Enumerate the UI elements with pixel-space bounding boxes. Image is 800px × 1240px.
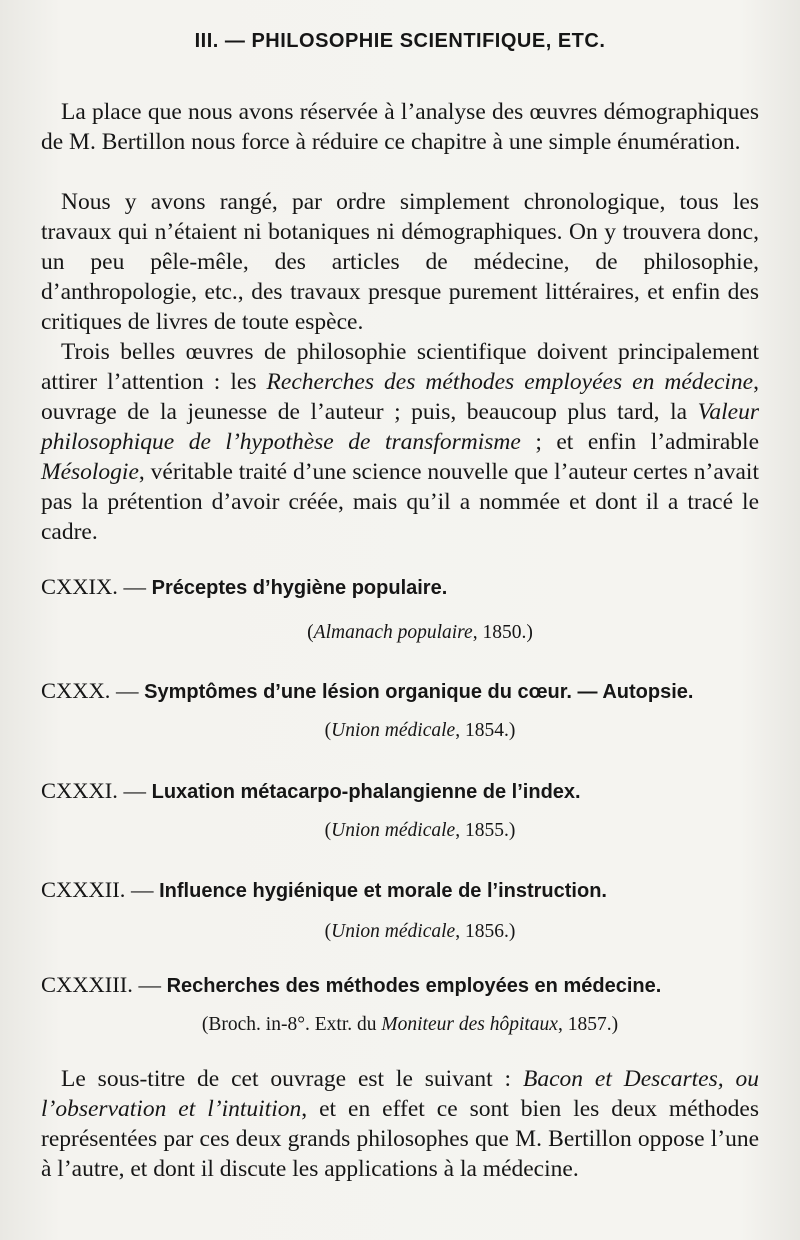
entry-title: Recherches des méthodes employées en médecine. — [166, 975, 662, 997]
entry-title: Préceptes d’hygiène populaire. — [151, 577, 448, 599]
paragraph-works-text-g: , véritable traité d’une science nouvelle que l’auteur certes n’avait pas la prétention d’avoir créée, mais qu’il a nommée et dont il a tracé le cadre. — [41, 459, 759, 545]
entry-cxxx — [41, 678, 781, 704]
entry-number: CXXXIII. — — [41, 972, 161, 997]
work-title-valeur: Valeur philosophique de l’hypothèse de transformisme — [41, 399, 759, 455]
paragraph-intro-text: La place que nous avons réservée à l’analyse des œuvres démographiques de M. Bertillon nous force à réduire ce chapitre à une simple énumération. — [41, 99, 759, 155]
source-publication: Union médicale — [331, 720, 456, 741]
paragraph-subtitle-text-c: , et en effet ce sont bien les deux méthodes représentées par ces deux grands philosophes que M. Bertillon oppose l’une à l’autre, et dont il discute les applications à la médecine. — [41, 1096, 759, 1182]
subtitle-italic: Bacon et Descartes, ou l’observation et l’intuition — [41, 1066, 759, 1122]
paragraph-works-text-a: Trois belles œuvres de philosophie scientifique doivent principalement attirer l’attention : les — [41, 339, 759, 395]
source-prefix: ( — [324, 720, 332, 741]
source-publication: Union médicale — [331, 921, 456, 942]
source-year: , 1854.) — [455, 720, 516, 741]
source-prefix: ( — [324, 921, 332, 942]
source-year: , 1855.) — [455, 820, 516, 841]
paragraph-ordering-text: Nous y avons rangé, par ordre simplement chronologique, tous les travaux qui n’étaient ni botaniques ni démographiques. On y trouvera donc, un peu pêle-mêle, des articles de médecine, de philosophie, d’anthropologie, etc., des travaux presque purement littéraires, et enfin des critiques de livres de toute espèce. — [41, 189, 759, 335]
entry-title: Luxation métacarpo-phalangienne de l’index. — [151, 781, 581, 803]
paragraph-ordering — [41, 187, 759, 337]
source-year: , 1850.) — [472, 622, 533, 643]
entry-number: CXXXI. — — [41, 778, 146, 803]
entry-number: CXXXII. — — [41, 877, 154, 902]
entry-title: Influence hygiénique et morale de l’instruction. — [159, 880, 607, 902]
entry-cxxix — [41, 574, 781, 600]
entry-cxxxi — [41, 778, 781, 804]
entry-title: Symptômes d’une lésion organique du cœur. — Autopsie. — [144, 681, 694, 703]
paragraph-intro — [41, 97, 759, 157]
paragraph-works — [41, 337, 759, 547]
work-title-recherches: Recherches des méthodes employées en médecine — [266, 369, 754, 395]
paragraph-works-text-c: , ouvrage de la jeunesse de l’auteur ; puis, beaucoup plus tard, la — [41, 369, 759, 425]
source-year: , 1857.) — [557, 1014, 619, 1035]
entry-source — [20, 720, 800, 742]
paragraph-subtitle — [41, 1064, 759, 1184]
entry-source — [20, 921, 800, 943]
source-year: , 1856.) — [455, 921, 516, 942]
paragraph-works-text-e: ; et enfin l’admirable — [520, 429, 759, 455]
entry-cxxxiii — [41, 972, 781, 998]
source-publication: Almanach populaire — [313, 622, 473, 643]
work-title-mesologie: Mésologie — [41, 459, 139, 485]
entry-source — [10, 1014, 800, 1036]
source-prefix: ( — [324, 820, 332, 841]
source-publication: Union médicale — [331, 820, 456, 841]
entry-source — [20, 820, 800, 842]
section-heading: III. — PHILOSOPHIE SCIENTIFIQUE, ETC. — [194, 30, 606, 52]
entry-cxxxii — [41, 877, 781, 903]
source-prefix: (Broch. in-8°. Extr. du — [201, 1014, 382, 1035]
entry-number: CXXX. — — [41, 678, 139, 703]
source-publication: Moniteur des hôpitaux — [381, 1014, 558, 1035]
entry-number: CXXIX. — — [41, 574, 146, 599]
source-prefix: ( — [307, 622, 314, 643]
entry-source — [20, 622, 800, 644]
paragraph-subtitle-text-a: Le sous-titre de cet ouvrage est le suivant : — [61, 1066, 523, 1092]
